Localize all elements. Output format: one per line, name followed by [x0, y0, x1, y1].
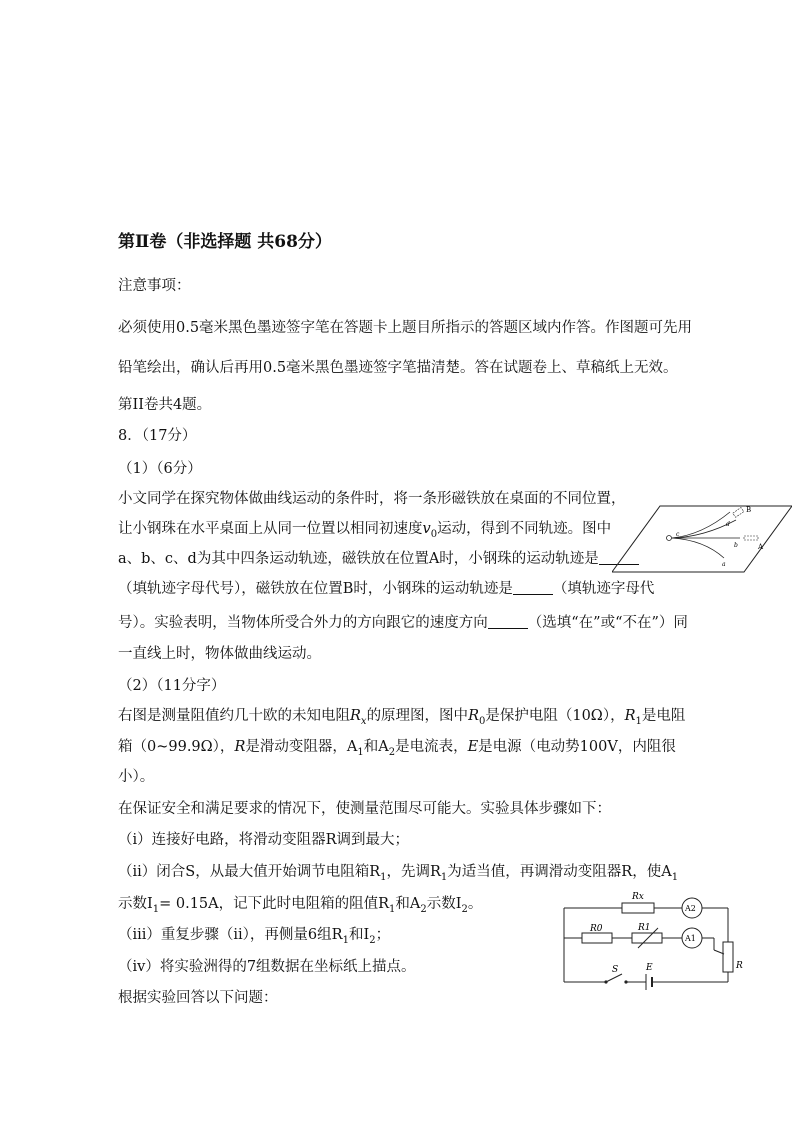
- resistor-rx: [622, 903, 654, 913]
- resistor-r0: [582, 933, 612, 943]
- label-traj-a: a: [722, 561, 726, 568]
- notice-line-3: 第II卷共4题。: [118, 397, 212, 413]
- part-1-line-6: 一直线上时，物体做曲线运动。: [118, 646, 321, 662]
- part-2-header: （2）（11分字）: [118, 678, 226, 694]
- magnet-position-a: [744, 536, 758, 540]
- step-1: （i）连接好电路，将滑动变阻器R调到最大；: [118, 832, 410, 848]
- notice-line-1: 必须使用0.5毫米黑色墨迹签字笔在答题卡上题目所指示的答题区域内作答。作图题可先用: [118, 320, 693, 336]
- resistor-box-r1: [632, 933, 662, 943]
- label-traj-b: b: [734, 542, 738, 549]
- trajectory-a: [672, 538, 724, 558]
- part-1-line-2: 让小钢珠在水平桌面上从同一位置以相同初速度$v_0$运动，得到不同轨迹。图中: [118, 521, 612, 540]
- part-2-line-2: 箱（0~99.9Ω），R是滑动变阻器，$A_1$和$A_2$是电流表，E是电源（电动势100V，内阻很: [118, 739, 676, 758]
- label-rx: Rx: [632, 892, 644, 902]
- rheostat-r: [723, 942, 733, 972]
- label-s: S: [612, 965, 619, 975]
- step-3: （iii）重复步骤（ii），再侧量6组$R_1$和$I_2$；: [118, 927, 391, 946]
- answer-blank: [488, 614, 528, 629]
- answer-blank: [513, 580, 553, 595]
- label-e: E: [646, 963, 653, 973]
- switch-s: [606, 974, 622, 982]
- notice-heading: 注意事项：: [118, 278, 191, 294]
- trajectory-figure: [612, 500, 792, 578]
- part-1-line-4: （填轨迹字母代号），磁铁放在位置B时，小钢珠的运动轨迹是 （填轨迹字母代: [118, 581, 655, 597]
- final-prompt: 根据实验回答以下问题：: [118, 990, 278, 1006]
- notice-line-2: 铅笔绘出，确认后再用0.5毫米黑色墨迹签字笔描清楚。答在试题卷上、草稿纸上无效。: [118, 360, 678, 376]
- step-2-cont: 示数$I_1= 0.15A$，记下此时电阻箱的阻值$R_1$和$A_2$示数$I_2$。: [118, 896, 483, 915]
- label-traj-d: d: [726, 521, 730, 528]
- label-r0: R0: [590, 924, 603, 934]
- step-2: （ii）闭合S，从最大值开始调节电阻箱$R_1$，先调$R_1$为适当值，再调滑动变阻器R，使$A_1$: [118, 864, 679, 883]
- label-a1: A1: [685, 934, 696, 943]
- part-2-line-1: 右图是测量阻值约几十欧的未知电阻$R_x$的原理图，图中$R_0$是保护电阻（10Ω），$R_1$是电阻: [118, 708, 686, 727]
- circuit-diagram: [560, 886, 750, 990]
- label-r: R: [736, 961, 743, 971]
- label-traj-c: c: [676, 531, 680, 538]
- part-1-line-3: a、b、c、d为其中四条运动轨迹，磁铁放在位置A时，小钢珠的运动轨迹是: [118, 549, 639, 569]
- magnet-position-b: [733, 507, 744, 517]
- part-1-line-1: 小文同学在探究物体做曲线运动的条件时，将一条形磁铁放在桌面的不同位置，: [118, 491, 626, 507]
- label-a-position: A: [758, 543, 764, 551]
- section-title: 第Ⅱ卷（非选择题 共68分）: [118, 232, 332, 252]
- part-2-line-4: 在保证安全和满足要求的情况下，使测量范围尽可能大。实验具体步骤如下：: [118, 801, 611, 817]
- label-a2: A2: [685, 904, 696, 913]
- label-b: B: [746, 506, 752, 514]
- part-1-header: （1）（6分）: [118, 461, 202, 477]
- label-r1: R1: [638, 923, 651, 933]
- question-8-header: 8．（17分）: [118, 428, 197, 444]
- step-4: （iv）将实验洲得的7组数据在坐标纸上描点。: [118, 959, 416, 975]
- part-1-line-5: 号）。实验表明，当物体所受合外力的方向跟它的速度方向 （选填“在”或“不在”）同: [118, 615, 688, 631]
- part-2-line-3: 小）。: [118, 769, 155, 785]
